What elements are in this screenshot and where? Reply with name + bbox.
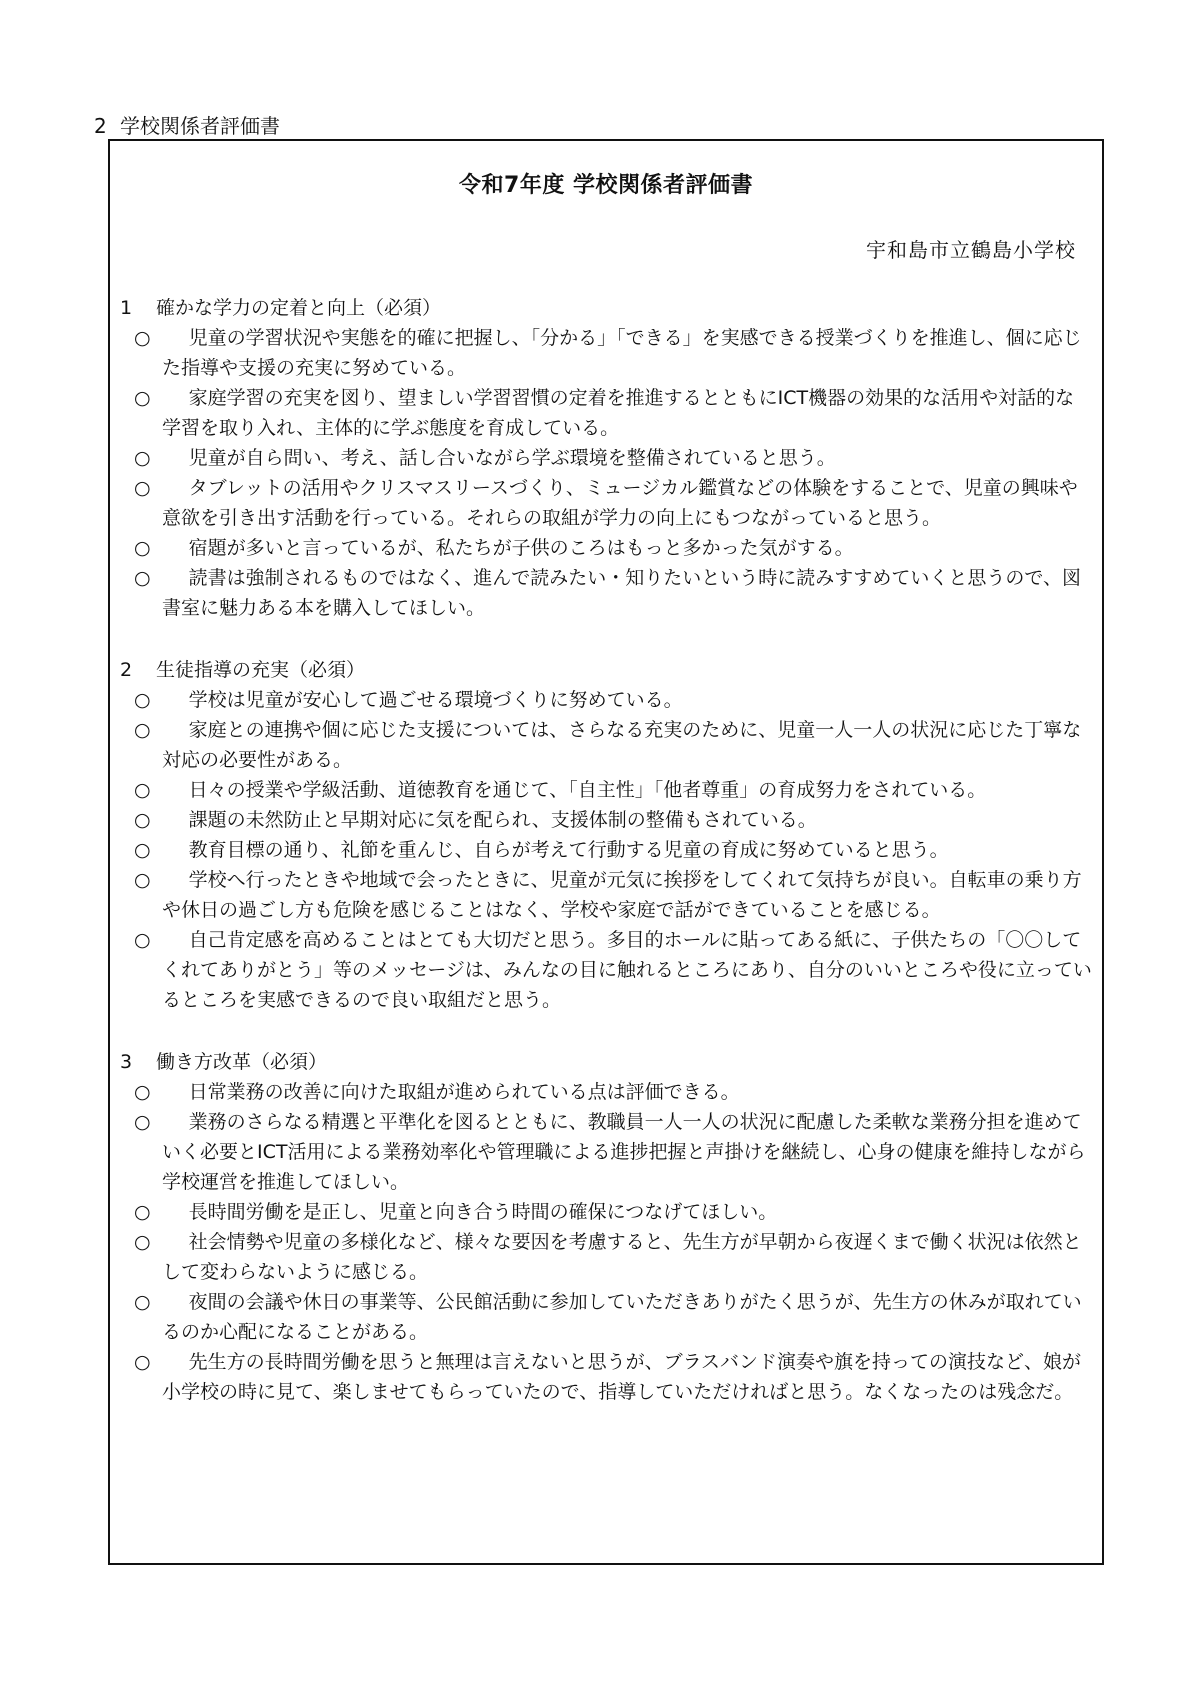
bullet-circle-icon: ○ xyxy=(134,719,151,741)
bullet-circle-icon: ○ xyxy=(134,567,151,589)
comment-item xyxy=(120,1197,1092,1227)
comment-text: 児童が自ら問い、考え、話し合いながら学ぶ環境を整備されていると思う。 xyxy=(188,447,836,469)
comment-text: 日々の授業や学級活動、道徳教育を通じて、「自主性」「他者尊重」の育成努力をされている。 xyxy=(188,779,987,801)
comment-text: 自己肯定感を高めることはとても大切だと思う。多目的ホールに貼ってある紙に、子供たちの「〇〇してくれてありがとう」等のメッセージは、みんなの目に触れるところにあり、自分のいいところや役に立っているところを実感できるので良い取組だと思う。 xyxy=(162,929,1092,1011)
school-name: 宇和島市立鶴島小学校 xyxy=(866,238,1076,262)
bullet-circle-icon: ○ xyxy=(134,689,151,711)
comment-text: 業務のさらなる精選と平準化を図るとともに、教職員一人一人の状況に配慮した柔軟な業務分担を進めていく必要とICT活用による業務効率化や管理職による進捗把握と声掛けを継続し、心身の健康を維持しながら学校運営を推進してほしい。 xyxy=(162,1111,1086,1193)
comment-item xyxy=(120,775,1092,805)
document-heading-number: 2 xyxy=(94,114,107,138)
comment-text: 教育目標の通り、礼節を重んじ、自らが考えて行動する児童の育成に努めていると思う。 xyxy=(188,839,949,861)
section-work-reform xyxy=(120,1047,1092,1407)
bullet-circle-icon: ○ xyxy=(134,477,151,499)
bullet-circle-icon: ○ xyxy=(134,387,151,409)
evaluation-title: 令和7年度 学校関係者評価書 xyxy=(459,173,753,198)
comment-item xyxy=(120,1347,1092,1407)
comment-text: 学校は児童が安心して過ごせる環境づくりに努めている。 xyxy=(188,689,683,711)
bullet-circle-icon: ○ xyxy=(134,537,151,559)
comment-item xyxy=(120,1077,1092,1107)
section-title-text: 確かな学力の定着と向上（必須） xyxy=(156,297,442,319)
comment-text: 課題の未然防止と早期対応に気を配られ、支援体制の整備もされている。 xyxy=(188,809,817,831)
bullet-circle-icon: ○ xyxy=(134,1081,151,1103)
comment-item xyxy=(120,805,1092,835)
comment-item xyxy=(120,865,1092,925)
bullet-circle-icon: ○ xyxy=(134,839,151,861)
bullet-circle-icon: ○ xyxy=(134,1201,151,1223)
bullet-circle-icon: ○ xyxy=(134,1111,151,1133)
section-number: 1 xyxy=(120,297,133,319)
section-title xyxy=(120,293,1092,323)
comment-text: 宿題が多いと言っているが、私たちが子供のころはもっと多かった気がする。 xyxy=(188,537,854,559)
document-heading-title: 学校関係者評価書 xyxy=(120,114,280,138)
comment-text: 先生方の長時間労働を思うと無理は言えないと思うが、ブラスバンド演奏や旗を持っての演技など、娘が小学校の時に見て、楽しませてもらっていたので、指導していただければと思う。なくなったのは残念だ。 xyxy=(162,1351,1082,1403)
section-title-text: 働き方改革（必須） xyxy=(156,1051,328,1073)
comment-text: 学校へ行ったときや地域で会ったときに、児童が元気に挨拶をしてくれて気持ちが良い。自転車の乗り方や休日の過ごし方も危険を感じることはなく、学校や家庭で話ができていることを感じる。 xyxy=(162,869,1082,921)
document-heading xyxy=(94,113,280,139)
comment-text: 日常業務の改善に向けた取組が進められている点は評価できる。 xyxy=(188,1081,740,1103)
comment-item xyxy=(120,715,1092,775)
comment-item xyxy=(120,925,1092,1015)
comment-text: 児童の学習状況や実態を的確に把握し、「分かる」「できる」を実感できる授業づくりを推進し、個に応じた指導や支援の充実に努めている。 xyxy=(162,327,1082,379)
comment-item xyxy=(120,685,1092,715)
bullet-circle-icon: ○ xyxy=(134,809,151,831)
comment-item xyxy=(120,835,1092,865)
section-guidance xyxy=(120,655,1092,1015)
comment-item xyxy=(120,1227,1092,1287)
comment-item xyxy=(120,473,1092,533)
section-academic xyxy=(120,293,1092,623)
bullet-circle-icon: ○ xyxy=(134,1351,151,1373)
section-title xyxy=(120,1047,1092,1077)
comment-item xyxy=(120,323,1092,383)
comment-item xyxy=(120,443,1092,473)
bullet-circle-icon: ○ xyxy=(134,1231,151,1253)
bullet-circle-icon: ○ xyxy=(134,929,151,951)
section-title xyxy=(120,655,1092,685)
comment-text: 夜間の会議や休日の事業等、公民館活動に参加していただきありがたく思うが、先生方の休みが取れているのか心配になることがある。 xyxy=(162,1291,1082,1343)
evaluation-frame xyxy=(108,139,1104,1565)
comment-text: 家庭学習の充実を図り、望ましい学習習慣の定着を推進するとともにICT機器の効果的な活用や対話的な学習を取り入れ、主体的に学ぶ態度を育成している。 xyxy=(162,387,1075,439)
comment-text: 長時間労働を是正し、児童と向き合う時間の確保につなげてほしい。 xyxy=(188,1201,778,1223)
bullet-circle-icon: ○ xyxy=(134,447,151,469)
comment-text: タブレットの活用やクリスマスリースづくり、ミュージカル鑑賞などの体験をすることで、児童の興味や意欲を引き出す活動を行っている。それらの取組が学力の向上にもつながっていると思う。 xyxy=(162,477,1078,529)
section-number: 2 xyxy=(120,659,133,681)
comment-item xyxy=(120,1287,1092,1347)
bullet-circle-icon: ○ xyxy=(134,1291,151,1313)
comment-text: 家庭との連携や個に応じた支援については、さらなる充実のために、児童一人一人の状況に応じた丁寧な対応の必要性がある。 xyxy=(162,719,1082,771)
bullet-circle-icon: ○ xyxy=(134,779,151,801)
section-number: 3 xyxy=(120,1051,133,1073)
bullet-circle-icon: ○ xyxy=(134,327,151,349)
section-title-text: 生徒指導の充実（必須） xyxy=(156,659,366,681)
comment-text: 社会情勢や児童の多様化など、様々な要因を考慮すると、先生方が早朝から夜遅くまで働く状況は依然として変わらないように感じる。 xyxy=(162,1231,1082,1283)
bullet-circle-icon: ○ xyxy=(134,869,151,891)
comment-item xyxy=(120,563,1092,623)
evaluation-content xyxy=(120,293,1092,1439)
comment-text: 読書は強制されるものではなく、進んで読みたい・知りたいという時に読みすすめていくと思うので、図書室に魅力ある本を購入してほしい。 xyxy=(162,567,1082,619)
comment-item xyxy=(120,383,1092,443)
comment-item xyxy=(120,1107,1092,1197)
comment-item xyxy=(120,533,1092,563)
